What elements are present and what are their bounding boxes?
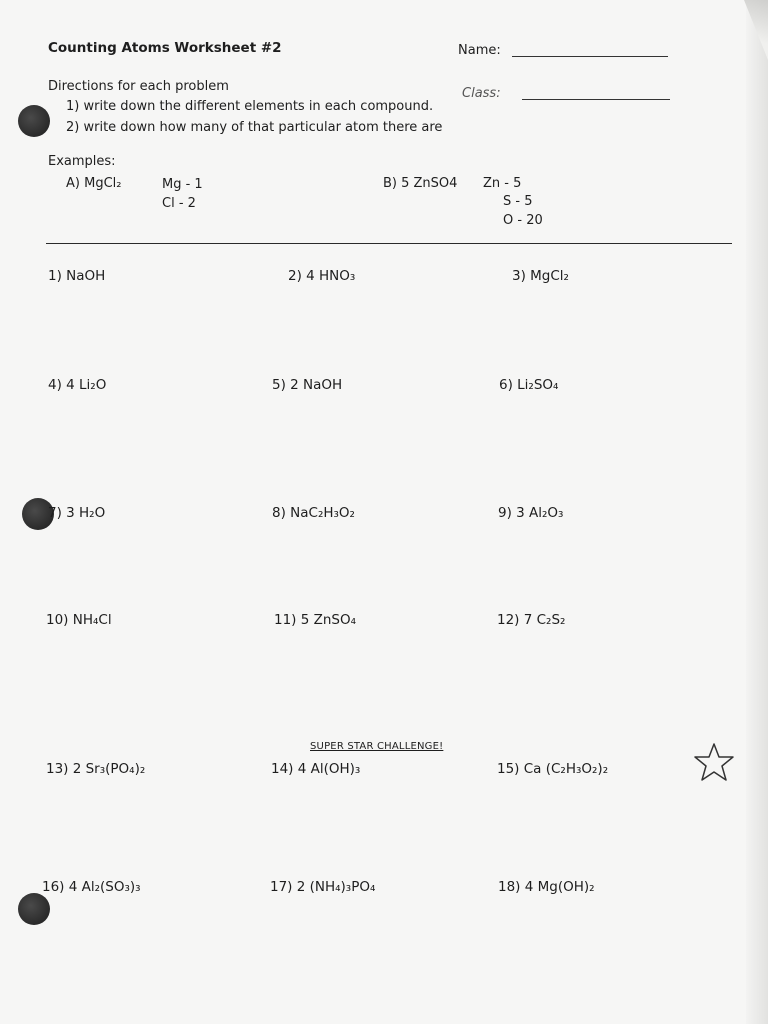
problem-12: 12) 7 C₂S₂ <box>497 612 566 628</box>
class-field-line <box>522 99 670 100</box>
problem-6: 6) Li₂SO₄ <box>499 377 559 393</box>
problem-1: 1) NaOH <box>48 268 106 284</box>
problem-7: 7) 3 H₂O <box>48 505 106 521</box>
problem-5: 5) 2 NaOH <box>272 377 343 393</box>
problem-11: 11) 5 ZnSO₄ <box>274 612 357 628</box>
section-divider <box>46 243 732 244</box>
name-field-line <box>512 56 668 57</box>
example-a-line: Mg - 1 <box>162 177 203 192</box>
directions-step-1: 1) write down the different elements in each compound. <box>66 99 434 114</box>
page-edge-shadow <box>746 0 768 1024</box>
punch-hole-icon <box>18 105 50 137</box>
worksheet-title: Counting Atoms Worksheet #2 <box>48 40 282 56</box>
example-b-label: B) 5 ZnSO4 <box>383 176 458 191</box>
problem-16: 16) 4 Al₂(SO₃)₃ <box>42 879 141 895</box>
problem-8: 8) NaC₂H₃O₂ <box>272 505 355 521</box>
example-b-line: S - 5 <box>503 194 533 209</box>
examples-heading: Examples: <box>48 154 116 169</box>
problem-15: 15) Ca (C₂H₃O₂)₂ <box>497 761 609 777</box>
name-label: Name: <box>458 43 501 58</box>
problem-18: 18) 4 Mg(OH)₂ <box>498 879 595 895</box>
problem-2: 2) 4 HNO₃ <box>288 268 356 284</box>
problem-14: 14) 4 Al(OH)₃ <box>271 761 361 777</box>
problem-13: 13) 2 Sr₃(PO₄)₂ <box>46 761 146 777</box>
punch-hole-icon <box>18 893 50 925</box>
directions-heading: Directions for each problem <box>48 79 229 94</box>
directions-step-2: 2) write down how many of that particular atom there are <box>66 120 443 135</box>
problem-4: 4) 4 Li₂O <box>48 377 107 393</box>
example-a-line: Cl - 2 <box>162 196 196 211</box>
problem-9: 9) 3 Al₂O₃ <box>498 505 564 521</box>
class-label: Class: <box>462 86 501 101</box>
super-star-challenge-heading: SUPER STAR CHALLENGE! <box>310 741 444 752</box>
example-a-label: A) MgCl₂ <box>66 176 122 191</box>
problem-10: 10) NH₄Cl <box>46 612 112 628</box>
problem-3: 3) MgCl₂ <box>512 268 569 284</box>
star-icon <box>693 742 735 782</box>
example-b-line: Zn - 5 <box>483 176 522 191</box>
example-b-line: O - 20 <box>503 213 543 228</box>
problem-17: 17) 2 (NH₄)₃PO₄ <box>270 879 376 895</box>
